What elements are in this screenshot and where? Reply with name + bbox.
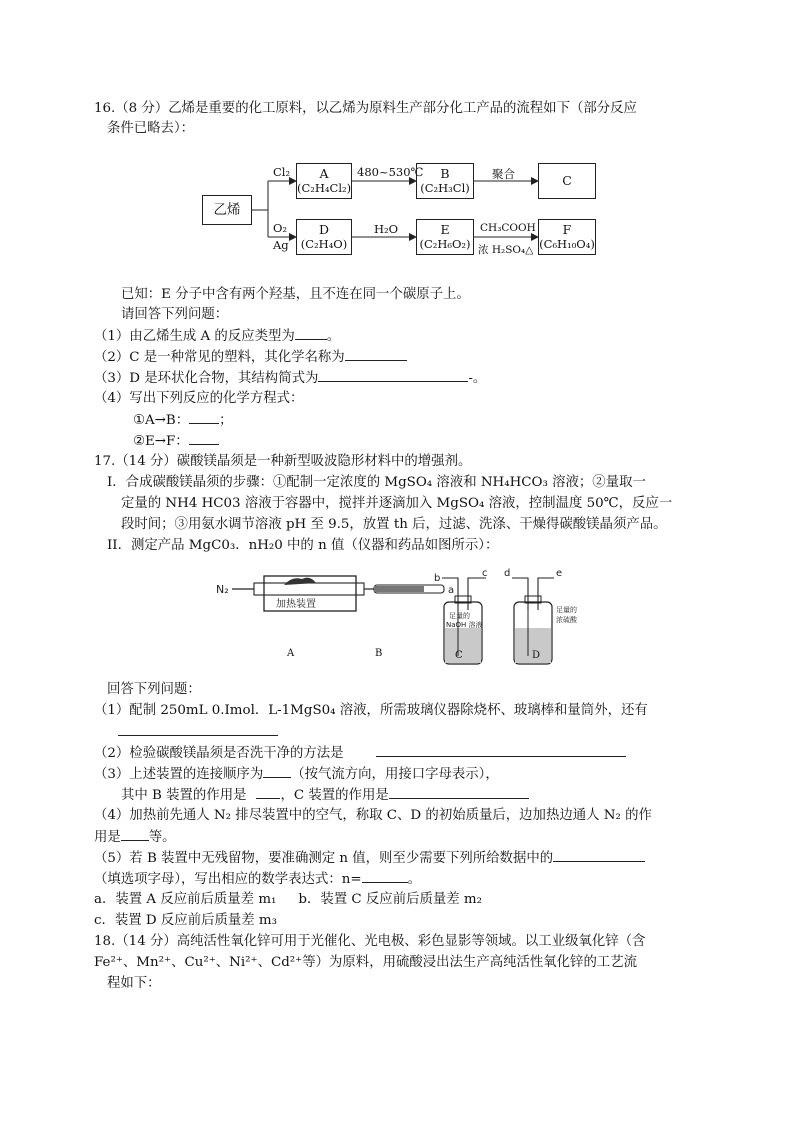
q17-opt-c: c．装置 D 反应前后质量差 m₃ <box>94 913 277 928</box>
box-E-name: E <box>440 222 450 237</box>
answer-blank[interactable] <box>263 765 291 778</box>
box-A <box>296 163 352 199</box>
box-B <box>416 163 474 199</box>
q17-prompt: 回答下列问题： <box>107 682 201 697</box>
q16-prompt: 请回答下列问题： <box>121 307 229 322</box>
q16-line2: 条件已略去）： <box>107 121 195 136</box>
naoh-label-2: NaOH 溶液 <box>446 621 483 629</box>
q17-s1-l2: 定量的 NH4 HC03 溶液于容器中，搅拌并逐滴加入 MgSO₄ 溶液，控制温度 50℃，反应一 <box>121 496 673 511</box>
q18-line2: Fe²⁺、Mn²⁺、Cu²⁺、Ni²⁺、Cd²⁺等）为原料，用硫酸浸出法生产高纯活性氧化锌的工艺流 <box>94 955 638 970</box>
q17-s1-l3: 段时间；③用氨水调节溶液 pH 至 9.5，放置 th 后，过滤、洗涤、干燥得碳酸镁晶须产品。 <box>121 517 667 532</box>
box-F <box>538 219 596 255</box>
acid-label-1: 足量的 <box>556 606 577 614</box>
q16-q4a-end: ； <box>219 413 233 428</box>
q17-q3b <box>121 786 529 805</box>
q17-q3-text: （3）上述装置的连接顺序为 <box>94 767 264 782</box>
q17-line1: 17.（14 分）碳酸镁晶须是一种新型吸波隐形材料中的增强剂。 <box>94 454 472 469</box>
q17-q3-end: （按气流方向，用接口字母表示）， <box>291 767 499 782</box>
n2-label: N₂ <box>216 583 229 596</box>
answer-blank[interactable] <box>121 828 149 841</box>
q17-opt-ab <box>94 891 482 909</box>
q17-q1-blank-line <box>118 723 278 742</box>
answer-blank[interactable] <box>189 432 219 445</box>
cond-ag: Ag <box>273 238 289 252</box>
port-a: a <box>448 585 455 596</box>
q16-q1-text: （1）由乙烯生成 A 的反应类型为 <box>94 329 295 344</box>
port-c: c <box>482 568 488 579</box>
box-D-name: D <box>318 222 330 237</box>
answer-blank[interactable] <box>376 744 626 757</box>
q16-q4a-text: ①A→B： <box>133 413 190 428</box>
answer-blank[interactable] <box>362 870 408 883</box>
q18-line3: 程如下： <box>107 976 161 991</box>
q17-s2: II．测定产品 MgC0₃．nH₂0 中的 n 值（仪器和药品如图所示）： <box>107 538 499 553</box>
q16-q4: （4）写出下列反应的化学方程式： <box>94 391 304 406</box>
q16-q4a <box>133 411 233 430</box>
q16-q3 <box>94 369 486 388</box>
box-F-formula: (C₆H₁₀O₄) <box>539 237 595 251</box>
q17-q4-l2-text: 用是 <box>94 830 121 845</box>
q17-opt-b: b．装置 C 反应前后质量差 m₂ <box>298 892 482 907</box>
q18-line1: 18.（14 分）高纯活性氧化锌可用于光催化、光电极、彩色显影等领域。以工业级氧化锌（含 <box>94 934 646 949</box>
heater-label: 加热装置 <box>276 599 316 610</box>
q16-q2-text: （2）C 是一种常见的塑料，其化学名称为 <box>94 350 345 365</box>
q16-q3-text: （3）D 是环状化合物，其结构简式为 <box>94 371 319 386</box>
box-E-formula: (C₂H₆O₂) <box>419 237 471 251</box>
answer-blank[interactable] <box>256 786 280 799</box>
q17-q1: （1）配制 250mL 0.Imol．L-1MgS0₄ 溶液，所需玻璃仪器除烧杯、玻璃棒和量筒外，还有 <box>94 703 648 718</box>
port-b: b <box>434 573 441 584</box>
acid-label-2: 浓硫酸 <box>556 616 577 624</box>
q17-q4-l1: （4）加热前先通人 N₂ 排尽装置中的空气，称取 C、D 的初始质量后，边加热边通人 N₂ 的作 <box>94 808 652 823</box>
q17-q4-l2 <box>94 828 176 847</box>
box-A-formula: (C₂H₄Cl₂) <box>297 181 352 195</box>
cond-o2: O₂ <box>273 221 288 235</box>
q16-line1: 16.（8 分）乙烯是重要的化工原料，以乙烯为原料生产部分化工产品的流程如下（部分反应 <box>94 101 637 116</box>
q17-q3b-mid: ，C 装置的作用是 <box>280 788 389 803</box>
box-F-name: F <box>562 222 572 237</box>
cond-EF-top: CH₃COOH <box>480 222 536 234</box>
box-D-formula: (C₂H₄O) <box>300 237 348 251</box>
q17-q3 <box>94 765 499 784</box>
ethylene-box: 乙烯 <box>202 195 252 225</box>
label-C: C <box>455 650 463 661</box>
box-A-name: A <box>319 166 329 181</box>
q16-q1 <box>94 327 340 346</box>
answer-blank[interactable] <box>553 849 645 862</box>
label-B: B <box>375 648 383 659</box>
label-A: A <box>287 648 295 659</box>
cond-cl2: Cl₂ <box>273 165 291 179</box>
q17-opt-a: a．装置 A 反应前后质量差 m₁ <box>94 892 277 907</box>
q17-q2-text: （2）检验碳酸镁晶须是否洗干净的方法是 <box>94 746 344 761</box>
answer-blank[interactable] <box>318 369 468 382</box>
q17-q5-l1 <box>94 849 645 868</box>
answer-blank[interactable] <box>345 348 407 361</box>
port-e: e <box>556 568 563 579</box>
q17-q2 <box>94 744 626 763</box>
box-B-formula: (C₂H₃Cl) <box>420 181 470 195</box>
box-E <box>416 219 474 255</box>
q17-q3b-text: 其中 B 装置的作用是 <box>121 788 247 803</box>
q17-s1-l1: I．合成碳酸镁晶须的步骤：①配制一定浓度的 MgSO₄ 溶液和 NH₄HCO₃ 溶液；②量取一 <box>107 475 646 490</box>
answer-blank[interactable] <box>295 327 327 340</box>
q16-q4b <box>133 432 219 451</box>
q16-q4b-text: ②E→F： <box>133 434 189 449</box>
q17-q5-l2-end: 。 <box>407 872 421 887</box>
box-C: C <box>538 163 596 199</box>
cond-DE: H₂O <box>374 222 399 236</box>
q17-q5-l2-text: （填选项字母），写出相应的数学表达式：n= <box>94 872 362 887</box>
flow-arrows <box>0 0 794 300</box>
label-D: D <box>532 650 541 661</box>
cond-BC: 聚合 <box>492 167 515 181</box>
q17-q5-l2 <box>94 870 421 889</box>
q17-q4-l2-end: 等。 <box>148 830 176 845</box>
cond-EF-bottom: 浓 H₂SO₄△ <box>478 244 534 256</box>
sample-pile <box>284 578 316 585</box>
q16-q1-end: 。 <box>326 329 341 344</box>
port-d: d <box>504 568 511 579</box>
q16-known: 已知：E 分子中含有两个羟基，且不连在同一个碳原子上。 <box>121 287 470 302</box>
q16-q3-end: -。 <box>468 371 487 386</box>
answer-blank[interactable] <box>189 411 219 424</box>
q17-q5-l1-text: （5）若 B 装置中无残留物，要准确测定 n 值，则至少需要下列所给数据中的 <box>94 851 554 866</box>
answer-blank[interactable] <box>389 786 529 799</box>
q16-q2 <box>94 348 407 367</box>
box-B-name: B <box>440 166 450 181</box>
cond-AB: 480~530℃ <box>357 165 424 179</box>
box-D <box>296 219 352 255</box>
naoh-label-1: 足量的 <box>449 612 470 620</box>
answer-blank[interactable] <box>118 723 278 736</box>
